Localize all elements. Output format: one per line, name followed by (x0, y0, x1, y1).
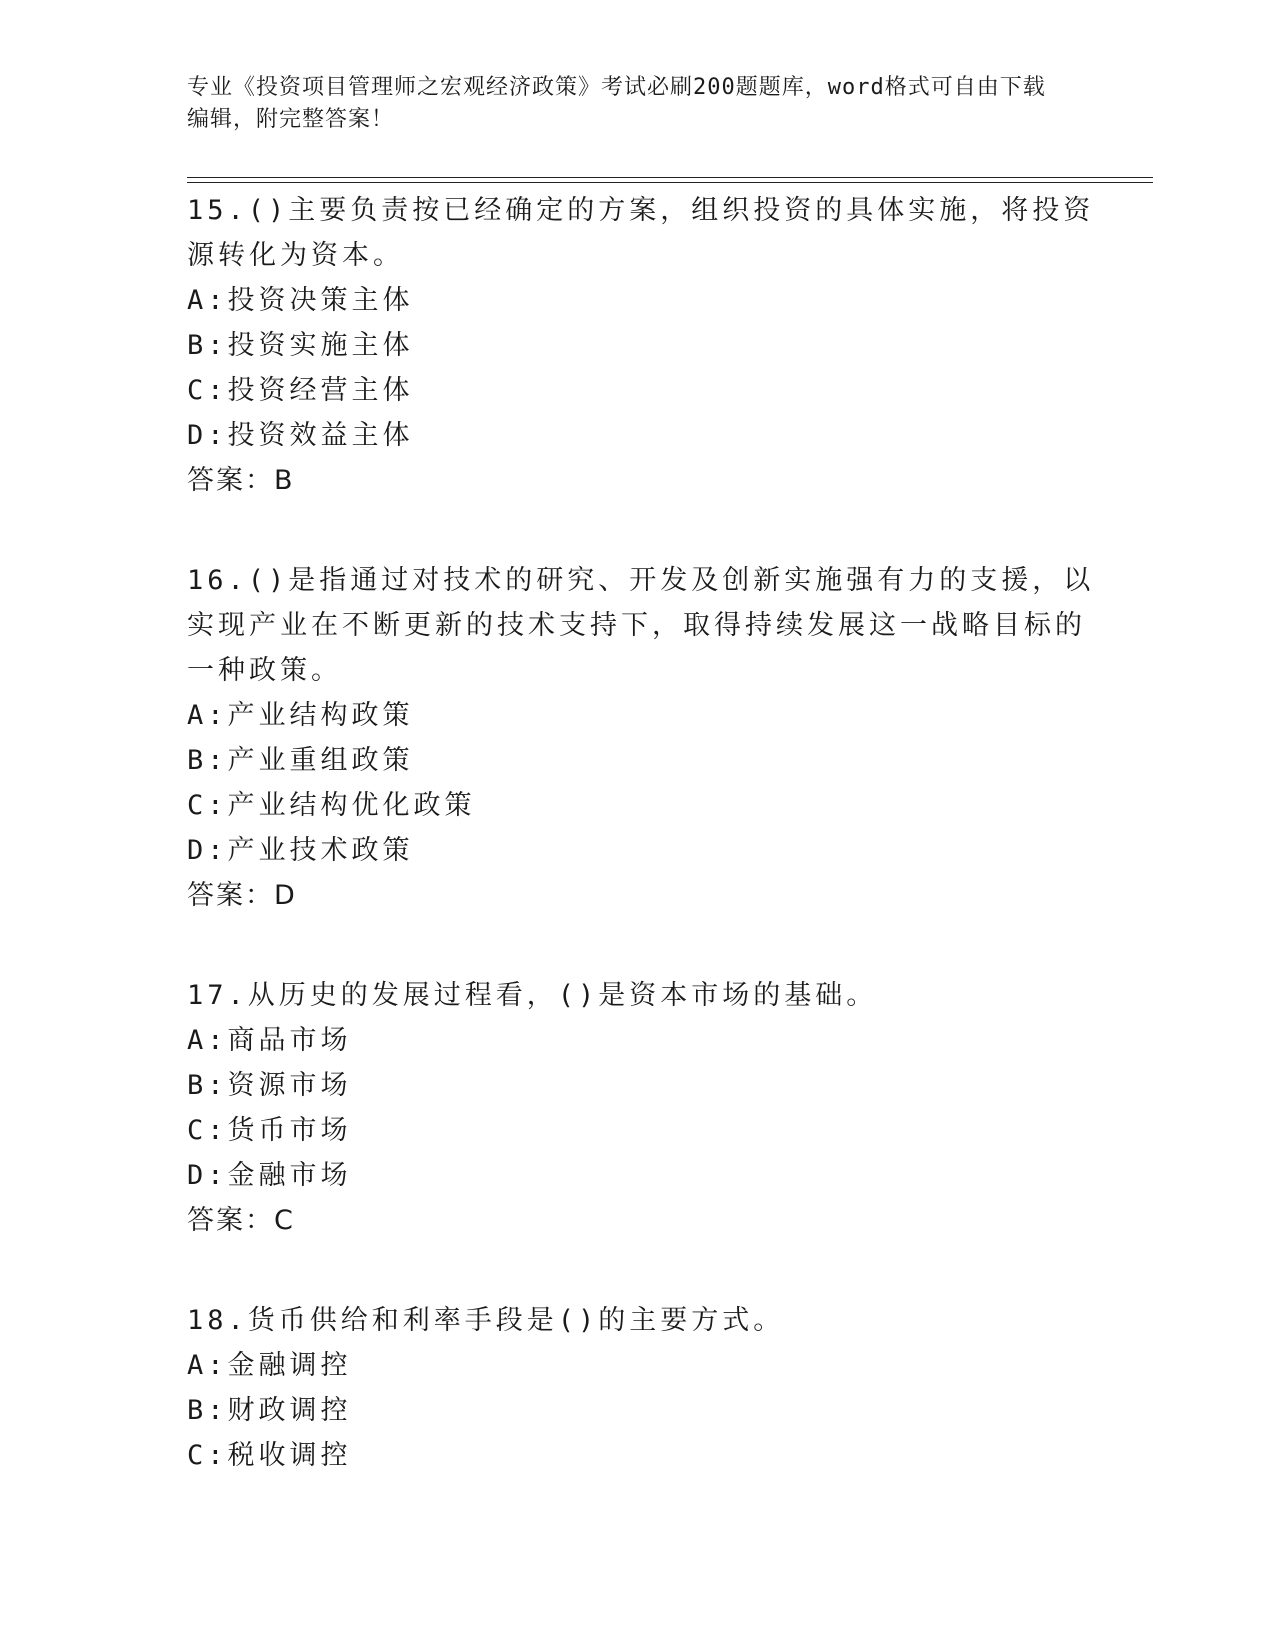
question-18 (187, 1298, 1107, 1478)
document-intro: 专业《投资项目管理师之宏观经济政策》考试必刷200题题库，word格式可自由下载编辑，附完整答案！ (187, 75, 1046, 132)
question-stem: 15.()主要负责按已经确定的方案，组织投资的具体实施，将投资源转化为资本。 (187, 195, 1095, 271)
header-divider-bottom (187, 182, 1153, 183)
question-16 (187, 558, 1107, 919)
option-d: D:金融市场 (187, 1160, 352, 1191)
option-c: C:投资经营主体 (187, 375, 414, 406)
question-stem: 18.货币供给和利率手段是()的主要方式。 (187, 1305, 785, 1336)
option-b: B:投资实施主体 (187, 330, 414, 361)
header-divider-top (187, 177, 1153, 178)
question-stem: 17.从历史的发展过程看，()是资本市场的基础。 (187, 980, 878, 1011)
option-d: D:投资效益主体 (187, 420, 414, 451)
option-b: B:资源市场 (187, 1070, 352, 1101)
option-c: C:货币市场 (187, 1115, 352, 1146)
option-b: B:产业重组政策 (187, 745, 414, 776)
option-a: A:产业结构政策 (187, 700, 414, 731)
option-a: A:投资决策主体 (187, 285, 414, 316)
option-c: C:税收调控 (187, 1440, 352, 1471)
question-list (187, 188, 1107, 1532)
option-c: C:产业结构优化政策 (187, 790, 476, 821)
option-a: A:金融调控 (187, 1350, 352, 1381)
answer: 答案：D (187, 880, 297, 911)
option-d: D:产业技术政策 (187, 835, 414, 866)
question-stem: 16.()是指通过对技术的研究、开发及创新实施强有力的支援，以实现产业在不断更新的技术支持下，取得持续发展这一战略目标的一种政策。 (187, 565, 1095, 686)
answer: 答案：C (187, 1205, 295, 1236)
option-b: B:财政调控 (187, 1395, 352, 1426)
question-17 (187, 973, 1107, 1244)
answer: 答案：B (187, 465, 295, 496)
question-15 (187, 188, 1107, 504)
option-a: A:商品市场 (187, 1025, 352, 1056)
